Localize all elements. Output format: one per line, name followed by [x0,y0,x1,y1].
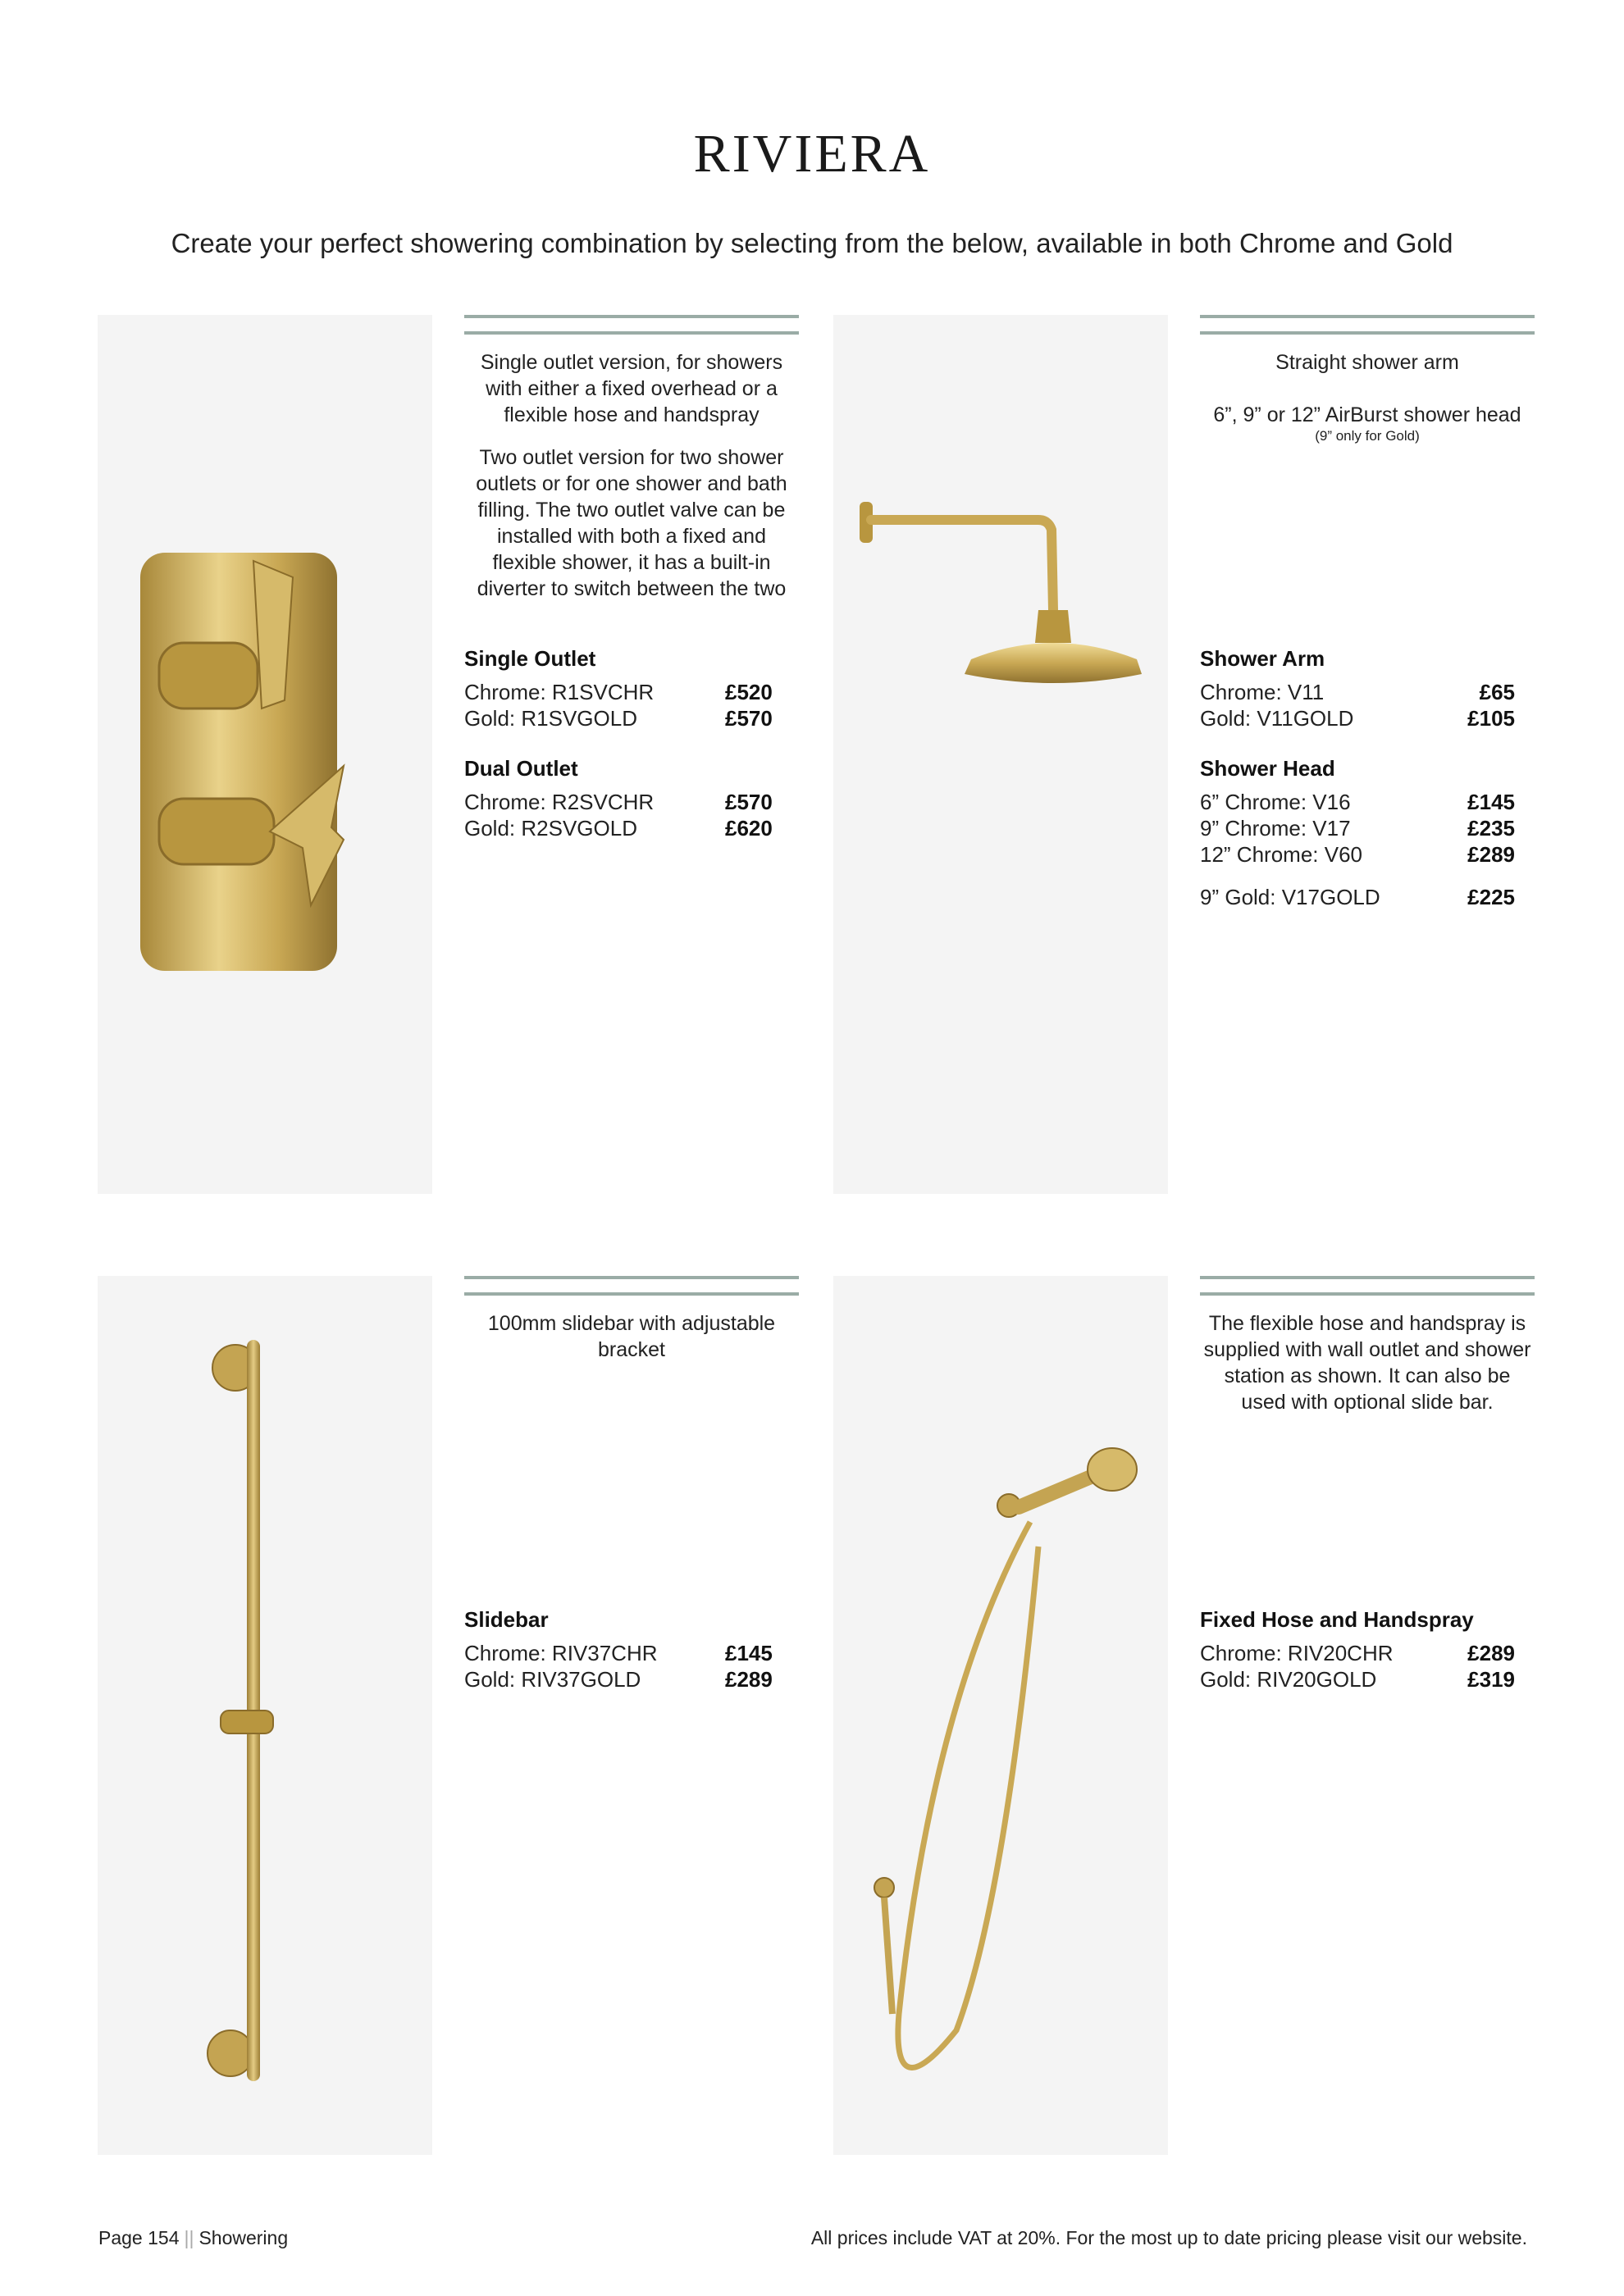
price-row: 9” Gold: V17GOLD £225 [1200,885,1515,909]
slidebar-block [464,1607,799,1692]
shower-arm-block [1200,646,1535,731]
valve-desc-dual: Two outlet version for two shower outlets or for one shower and bath filling. The two outlet valve can be installed with both a fixed and flexible shower, it has a built-in diverter to switch between the two [476,446,787,600]
price-row: 9” Chrome: V17 £235 [1200,816,1515,840]
price-row: Gold: RIV20GOLD £319 [1200,1667,1515,1692]
price-row: Gold: RIV37GOLD £289 [464,1667,773,1692]
price-row: Chrome: R1SVCHR £520 [464,680,773,704]
block-title: Fixed Hose and Handspray [1200,1607,1474,1632]
single-outlet-block [464,646,799,731]
page-title: RIVIERA [693,124,931,184]
block-title: Single Outlet [464,646,596,671]
top-rule [464,1276,799,1279]
price-row: Chrome: R2SVCHR £570 [464,790,773,814]
head-desc: 6”, 9” or 12” AirBurst shower head [1213,403,1521,426]
valve-info [464,315,799,1194]
top-rule [1200,1292,1535,1296]
block-title: Dual Outlet [464,756,578,781]
price-row: Gold: V11GOLD £105 [1200,706,1515,731]
price-row: Gold: R1SVGOLD £570 [464,706,773,731]
page-number: Page 154 [98,2227,180,2248]
page-subtitle: Create your perfect showering combination by selecting from the below, available in both Chrome and Gold [171,228,1453,258]
price-row: 12” Chrome: V60 £289 [1200,842,1515,867]
footer-page-info [98,2227,288,2249]
slidebar-info [464,1276,799,2155]
valve-desc-single: Single outlet version, for showers with either a fixed overhead or a flexible hose and handspray [480,351,783,426]
slidebar-illustration [98,1276,432,2155]
price-row: Chrome: RIV20CHR £289 [1200,1641,1515,1665]
top-rule [1200,331,1535,335]
section-name: Showering [198,2227,289,2248]
block-title: Slidebar [464,1607,549,1632]
slidebar-image-panel [98,1276,432,2155]
dual-outlet-block [464,756,799,841]
arm-desc: Straight shower arm [1275,351,1459,374]
block-title: Shower Head [1200,756,1335,781]
head-desc-note: (9” only for Gold) [1315,428,1420,444]
hose-handspray-illustration [833,1276,1168,2155]
shower-head-block [1200,756,1535,910]
footer-vat-note: All prices include VAT at 20%. For the most up to date pricing please visit our website. [810,2227,1527,2248]
top-rule [1200,1276,1535,1279]
shower-arm-illustration [833,315,1168,1194]
top-rule [464,1292,799,1296]
top-rule [464,315,799,318]
shower-arm-image-panel [833,315,1168,1194]
top-rule [1200,315,1535,318]
block-title: Shower Arm [1200,646,1325,671]
price-row: 6” Chrome: V16 £145 [1200,790,1515,814]
hose-desc: The flexible hose and handspray is supplied with wall outlet and shower station as shown. It can also be used with optional slide bar. [1203,1312,1531,1414]
shower-arm-info [1200,315,1535,1194]
hose-block [1200,1607,1535,1692]
hose-image-panel [833,1276,1168,2155]
valve-image-panel [98,315,432,1194]
price-row: Gold: R2SVGOLD £620 [464,816,773,840]
top-rule [464,331,799,335]
footer-separator: || [184,2227,194,2248]
price-row: Chrome: V11 £65 [1200,680,1515,704]
thermostatic-valve-illustration [98,315,432,1194]
slidebar-desc: 100mm slidebar with adjustable bracket [487,1312,776,1361]
hose-info [1200,1276,1535,2155]
price-row: Chrome: RIV37CHR £145 [464,1641,773,1665]
